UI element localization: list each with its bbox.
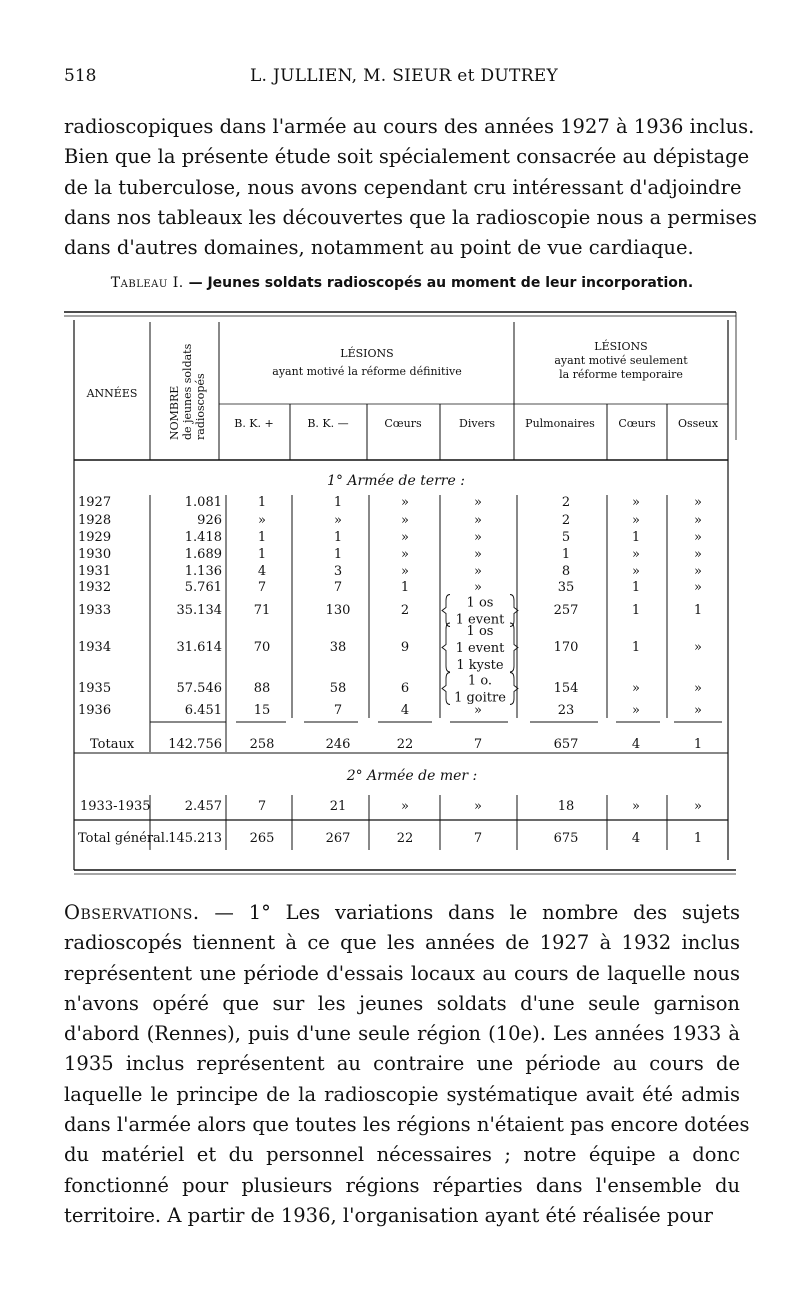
cell-bkm: 3 — [333, 564, 343, 579]
cell-coeurs: 4 — [400, 703, 410, 718]
cell-coeurs2: » — [632, 547, 640, 562]
text-line: radioscopiques dans l'armée au cours des années 1927 à 1936 inclus. — [64, 115, 755, 138]
cell-divers: » — [474, 530, 482, 545]
cell-nombre: 1.689 — [184, 547, 222, 562]
cell-pulm: 1 — [561, 547, 571, 562]
cell-coeurs2: » — [632, 495, 640, 510]
observations-paragraph — [64, 898, 750, 1231]
cell-annee: 1935 — [78, 681, 112, 696]
cell-bkp: 70 — [253, 640, 271, 655]
section-armee-de-terre: 1° Armée de terre : — [327, 473, 465, 489]
cell-bkp: 7 — [257, 799, 267, 814]
cell-bkp: 15 — [253, 703, 271, 718]
cell-pulm: 675 — [553, 831, 579, 846]
cell-bkm: 130 — [325, 603, 351, 618]
text-line: fonctionné pour plusieurs régions réparties dans l'ensemble du — [64, 1173, 740, 1197]
cell-coeurs: 9 — [400, 640, 410, 655]
cell-osseux: » — [694, 564, 702, 579]
cell-nombre: 57.546 — [176, 681, 222, 696]
text-line: représentent une période d'essais locaux au cours de laquelle nous — [64, 961, 740, 985]
text-line: de la tuberculose, nous avons cependant cru intéressant d'adjoindre — [64, 175, 742, 199]
cell-bkm: 38 — [329, 640, 347, 655]
cell-divers: » — [474, 564, 482, 579]
cell-divers-line: 1 o. — [467, 673, 493, 689]
header-nombre-2: de jeunes soldats — [181, 343, 194, 440]
cell-divers: » — [474, 513, 482, 528]
cell-divers-line: 1 os — [466, 624, 494, 639]
cell-bkm: 58 — [329, 681, 347, 696]
cell-annee: 1936 — [78, 703, 112, 718]
cell-osseux: 1 — [693, 737, 703, 752]
cell-coeurs: 1 — [400, 580, 410, 595]
text-line: radioscopés tiennent à ce que les années de 1927 à 1932 inclus — [64, 931, 740, 955]
header-group1-title: LÉSIONS — [340, 347, 394, 360]
cell-coeurs2: » — [632, 564, 640, 579]
header-nombre-1: NOMBRE — [168, 385, 181, 440]
cell-pulm: 8 — [561, 564, 571, 579]
cell-coeurs: » — [401, 513, 409, 528]
cell-pulm: 2 — [561, 495, 571, 510]
cell-pulm: 23 — [557, 703, 575, 718]
cell-bkm: 267 — [325, 831, 351, 846]
header-bk-minus: B. K. — — [307, 417, 349, 430]
cell-coeurs2: 1 — [631, 640, 641, 655]
cell-annee: 1931 — [78, 564, 112, 579]
cell-pulm: 18 — [557, 799, 575, 814]
cell-coeurs2: » — [632, 799, 640, 814]
table-body — [78, 495, 702, 846]
cell-coeurs: » — [401, 547, 409, 562]
cell-pulm: 170 — [553, 640, 579, 655]
header-pulmonaires: Pulmonaires — [525, 417, 595, 430]
cell-annee: 1934 — [78, 640, 112, 655]
cell-coeurs: » — [401, 799, 409, 814]
cell-pulm: 2 — [561, 513, 571, 528]
text-line: dans l'armée alors que toutes les régions n'étaient pas encore dotées — [64, 1113, 750, 1137]
row-label: 1933-1935 — [80, 799, 151, 814]
row-label: Total général. — [78, 831, 170, 846]
header-coeurs-2: Cœurs — [618, 417, 656, 430]
header-bk-plus: B. K. + — [234, 417, 274, 430]
text-line — [64, 898, 740, 928]
cell-brace — [442, 595, 450, 627]
cell-coeurs2: 1 — [631, 580, 641, 595]
cell-divers-line: 1 os — [466, 595, 494, 611]
cell-divers: » — [474, 495, 482, 510]
cell-annee: 1933 — [78, 603, 112, 618]
observations-first-line: — 1° Les variations dans le nombre des sujets — [199, 901, 740, 924]
observations-label: Observations. — [64, 901, 200, 924]
cell-coeurs2: » — [632, 703, 640, 718]
cell-coeurs: » — [401, 564, 409, 579]
cell-divers: 7 — [473, 831, 483, 846]
text-line: Bien que la présente étude soit spécialement consacrée au dépistage — [64, 145, 750, 169]
cell-osseux: 1 — [693, 831, 703, 846]
cell-osseux: » — [694, 495, 702, 510]
cell-coeurs: » — [401, 495, 409, 510]
cell-bkm: 1 — [333, 495, 343, 510]
cell-annee: 1930 — [78, 547, 112, 562]
text-line: territoire. A partir de 1936, l'organisation ayant été réalisée pour — [64, 1203, 713, 1227]
cell-annee: 1928 — [78, 513, 112, 528]
cell-coeurs2: » — [632, 513, 640, 528]
section-armee-de-mer: 2° Armée de mer : — [346, 768, 478, 784]
cell-coeurs: » — [401, 530, 409, 545]
caption-label: Tableau I. — [110, 275, 184, 291]
cell-osseux: » — [694, 547, 702, 562]
header-nombre-3: radioscopés — [194, 373, 207, 440]
text-line: n'avons opéré que sur les jeunes soldats d'une seule garnison — [64, 991, 740, 1015]
cell-annee: 1927 — [78, 495, 112, 510]
cell-nombre: 1.081 — [184, 495, 222, 510]
cell-nombre: 142.756 — [168, 737, 222, 752]
cell-divers-line: 1 event — [455, 612, 505, 628]
cell-bkp: 4 — [257, 564, 267, 579]
cell-bkp: 71 — [253, 603, 271, 618]
caption-text: — Jeunes soldats radioscopés au moment de leur incorporation. — [183, 275, 694, 291]
cell-bkp: 265 — [249, 831, 275, 846]
cell-osseux: » — [694, 530, 702, 545]
cell-pulm: 257 — [553, 603, 579, 618]
cell-coeurs2: 4 — [631, 831, 641, 846]
cell-divers: » — [474, 703, 482, 718]
cell-divers-line: 1 goitre — [454, 690, 506, 706]
cell-coeurs: 2 — [400, 603, 410, 618]
header-group2-title: LÉSIONS — [594, 340, 648, 353]
header-group1-sub: ayant motivé la réforme définitive — [272, 365, 462, 378]
running-title: L. JULLIEN, M. SIEUR et DUTREY — [249, 66, 559, 86]
cell-divers: » — [474, 580, 482, 595]
cell-osseux: » — [694, 681, 702, 696]
cell-annee: 1929 — [78, 530, 112, 545]
cell-nombre: 35.134 — [176, 603, 222, 618]
cell-osseux: 1 — [693, 603, 703, 618]
cell-nombre: 926 — [197, 513, 222, 528]
cell-divers: » — [474, 547, 482, 562]
cell-bkm: 21 — [329, 799, 347, 814]
cell-bkm: 1 — [333, 530, 343, 545]
cell-pulm: 35 — [557, 580, 575, 595]
cell-bkp: » — [258, 513, 266, 528]
header-coeurs: Cœurs — [384, 417, 422, 430]
cell-divers: » — [474, 799, 482, 814]
cell-nombre: 1.418 — [184, 530, 222, 545]
cell-coeurs2: 1 — [631, 603, 641, 618]
cell-bkm: » — [334, 513, 342, 528]
cell-pulm: 5 — [561, 530, 571, 545]
cell-bkm: 7 — [333, 580, 343, 595]
cell-divers: 7 — [473, 737, 483, 752]
cell-pulm: 154 — [553, 681, 579, 696]
cell-bkp: 88 — [253, 681, 271, 696]
cell-bkm: 7 — [333, 703, 343, 718]
cell-osseux: » — [694, 799, 702, 814]
cell-brace — [442, 623, 450, 672]
row-label: Totaux — [90, 737, 135, 752]
header-group2-sub2: la réforme temporaire — [559, 368, 683, 381]
cell-coeurs2: 1 — [631, 530, 641, 545]
cell-nombre: 31.614 — [176, 640, 222, 655]
cell-nombre: 6.451 — [184, 703, 222, 718]
text-line: dans d'autres domaines, notamment au point de vue cardiaque. — [64, 236, 694, 260]
text-line: d'abord (Rennes), puis d'une seule région (10e). Les années 1933 à — [64, 1022, 740, 1046]
cell-coeurs: 22 — [396, 831, 414, 846]
cell-osseux: » — [694, 580, 702, 595]
text-line: du matériel et du personnel nécessaires ; notre équipe a donc — [64, 1143, 740, 1167]
cell-nombre: 2.457 — [184, 799, 222, 814]
cell-coeurs: 6 — [400, 681, 410, 696]
cell-nombre: 145.213 — [168, 831, 222, 846]
cell-bkp: 258 — [249, 737, 275, 752]
cell-coeurs2: » — [632, 681, 640, 696]
text-line: laquelle le principe de la radioscopie systématique avait été admis — [64, 1082, 740, 1106]
header-osseux: Osseux — [677, 417, 719, 430]
cell-osseux: » — [694, 703, 702, 718]
cell-nombre: 5.761 — [184, 580, 222, 595]
header-annees: ANNÉES — [86, 387, 138, 400]
cell-brace — [442, 673, 450, 705]
cell-coeurs: 22 — [396, 737, 414, 752]
header-divers: Divers — [459, 417, 495, 430]
cell-coeurs2: 4 — [631, 737, 641, 752]
cell-annee: 1932 — [78, 580, 112, 595]
cell-divers-line: 1 event — [455, 641, 505, 656]
cell-bkp: 1 — [257, 530, 267, 545]
page-number: 518 — [64, 66, 97, 86]
cell-osseux: » — [694, 640, 702, 655]
cell-osseux: » — [694, 513, 702, 528]
text-line: 1935 inclus représentent au contraire une période au cours de — [64, 1052, 740, 1076]
cell-divers-line: 1 kyste — [456, 658, 504, 673]
cell-bkm: 246 — [325, 737, 351, 752]
header-group2-sub1: ayant motivé seulement — [554, 354, 688, 367]
cell-pulm: 657 — [553, 737, 579, 752]
cell-bkp: 1 — [257, 547, 267, 562]
cell-bkp: 7 — [257, 580, 267, 595]
text-line: dans nos tableaux les découvertes que la radioscopie nous a permises — [64, 205, 758, 229]
cell-bkp: 1 — [257, 495, 267, 510]
cell-nombre: 1.136 — [184, 564, 222, 579]
cell-bkm: 1 — [333, 547, 343, 562]
